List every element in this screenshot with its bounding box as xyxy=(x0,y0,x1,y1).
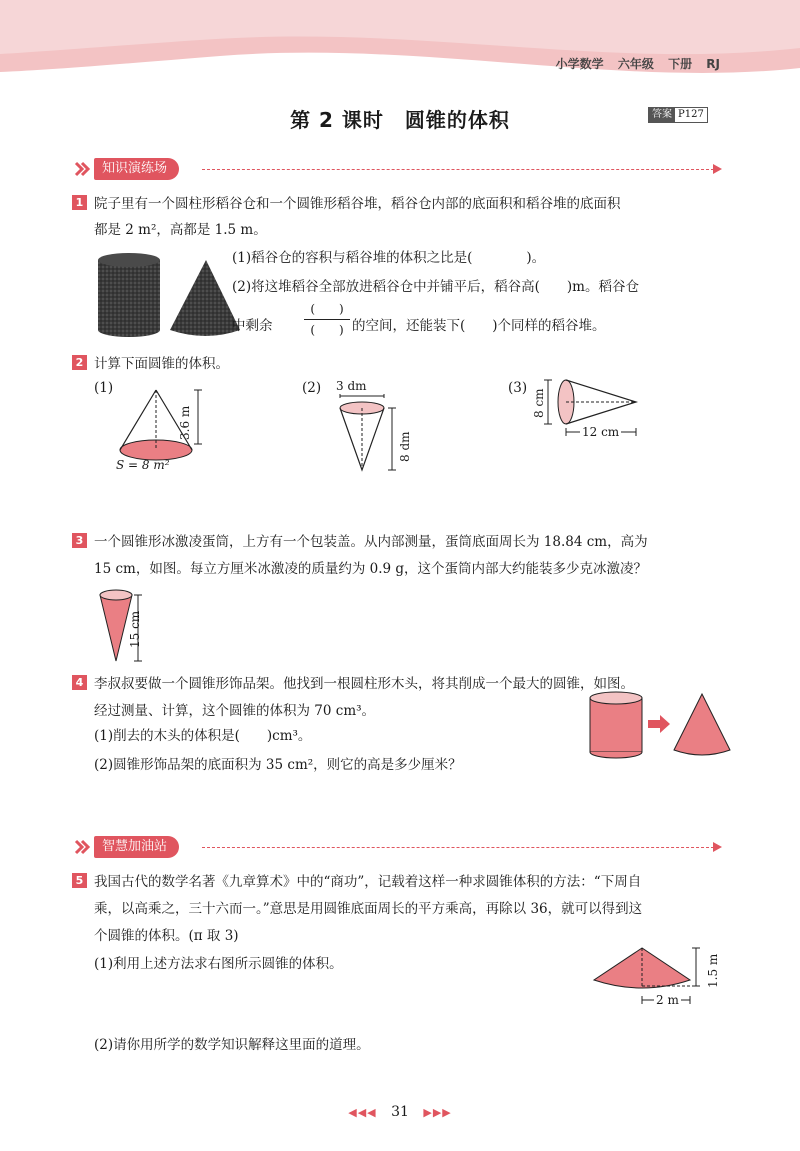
q2-fig3-label: (3) xyxy=(508,380,528,396)
q5-text-line2: 乘，以高乘之，三十六而一。”意思是用圆锥底面周长的平方乘高，再除以 36，就可以得到这 xyxy=(94,901,643,917)
section-star-icon xyxy=(72,837,94,857)
prev-marks-icon: ◀◀◀ xyxy=(348,1106,377,1119)
header-grade: 六年级 xyxy=(617,57,654,71)
q3-fig-height: 15 cm xyxy=(128,610,142,648)
carved-cone-icon xyxy=(674,694,730,755)
question-number-1: 1 xyxy=(72,195,87,210)
question-number-5: 5 xyxy=(72,873,87,888)
q2-fig3-length: 12 cm xyxy=(582,425,620,439)
q4-text-line1: 李叔叔要做一个圆锥形饰品架。他找到一根圆柱形木头，将其削成一个最大的圆锥，如图。 xyxy=(94,676,634,692)
section-title: 知识演练场 xyxy=(94,158,179,180)
header-edition: RJ xyxy=(706,57,720,71)
transform-arrow-icon xyxy=(648,715,670,733)
q1-sub2: (2)将这堆稻谷全部放进稻谷仓中并铺平后，稻谷高( )m。稻谷仓 xyxy=(232,279,639,295)
section-header-practice xyxy=(72,158,722,182)
q2-fig3-diameter: 8 cm xyxy=(532,388,546,418)
cylinder-to-cone-figure xyxy=(588,690,738,760)
q5-fig-height: 1.5 m xyxy=(706,953,720,988)
q2-fig2-label: (2) xyxy=(302,380,322,396)
section-title: 智慧加油站 xyxy=(94,836,179,858)
section-header-challenge xyxy=(72,836,722,860)
q1-fraction-numerator: ( ) xyxy=(310,302,344,316)
ice-cream-cone-figure xyxy=(94,585,154,665)
q4-sub1: (1)削去的木头的体积是( )cm³。 xyxy=(94,728,312,744)
section-divider xyxy=(202,847,714,848)
q5-sub2: (2)请你用所学的数学知识解释这里面的道理。 xyxy=(94,1037,370,1053)
answer-page: P127 xyxy=(678,109,704,120)
section-star-icon xyxy=(72,159,94,179)
answer-reference[interactable] xyxy=(648,107,708,123)
q4-sub2: (2)圆锥形饰品架的底面积为 35 cm²，则它的高是多少厘米？ xyxy=(94,757,462,773)
q2-fig2-diameter: 3 dm xyxy=(336,379,367,393)
q1-sub3-before: 中剩余 xyxy=(232,318,273,334)
lesson-title: 第 2 课时 圆锥的体积 xyxy=(290,108,510,132)
q2-fig2-height: 8 dm xyxy=(398,431,412,462)
next-marks-icon: ▶▶▶ xyxy=(423,1106,452,1119)
q1-fraction-bar xyxy=(304,319,350,320)
page-number: 31 xyxy=(391,1104,409,1120)
q5-sub1: (1)利用上述方法求右图所示圆锥的体积。 xyxy=(94,956,343,972)
q1-text-line2: 都是 2 m²，高都是 1.5 m。 xyxy=(94,222,267,238)
q2-text: 计算下面圆锥的体积。 xyxy=(94,356,229,372)
page-footer xyxy=(0,1104,800,1120)
header-volume: 下册 xyxy=(668,57,693,71)
q3-text-line1: 一个圆锥形冰激凌蛋筒，上方有一个包装盖。从内部测量，蛋筒底面周长为 18.84 cm，高为 xyxy=(94,534,648,550)
q1-sub1: (1)稻谷仓的容积与稻谷堆的体积之比是( )。 xyxy=(232,250,546,266)
section-arrow-icon xyxy=(713,164,722,174)
q1-sub3-after: 的空间，还能装下( )个同样的稻谷堆。 xyxy=(352,318,606,334)
section-divider xyxy=(202,169,714,170)
question-number-3: 3 xyxy=(72,533,87,548)
header-meta xyxy=(556,55,720,72)
question-number-4: 4 xyxy=(72,675,87,690)
section-arrow-icon xyxy=(713,842,722,852)
granary-and-grain-pile-figure xyxy=(94,250,242,340)
q3-text-line2: 15 cm，如图。每立方厘米冰激凌的质量约为 0.9 g，这个蛋筒内部大约能装多少克冰激凌？ xyxy=(94,561,648,577)
cylinder-granary-icon xyxy=(98,253,160,337)
header-series: 小学数学 xyxy=(555,57,604,71)
q2-fig1-base: S = 8 m² xyxy=(116,458,170,472)
q2-fig1-label: (1) xyxy=(94,380,114,396)
q1-text-line1: 院子里有一个圆柱形稻谷仓和一个圆锥形稻谷堆，稻谷仓内部的底面积和稻谷堆的底面积 xyxy=(94,196,621,212)
wood-cylinder-icon xyxy=(590,692,642,758)
answer-tag: 答案 xyxy=(649,108,675,122)
q1-fraction-denominator: ( ) xyxy=(310,323,344,337)
q2-fig1-height: 3.6 m xyxy=(178,405,192,440)
q4-text-line2: 经过测量、计算，这个圆锥的体积为 70 cm³。 xyxy=(94,703,376,719)
cone-grain-pile-icon xyxy=(170,260,240,336)
q5-fig-radius: 2 m xyxy=(656,993,679,1007)
q5-text-line1: 我国古代的数学名著《九章算术》中的“商功”，记载着这样一种求圆锥体积的方法：“下周自 xyxy=(94,874,642,890)
question-number-2: 2 xyxy=(72,355,87,370)
q5-text-line3: 个圆锥的体积。(π 取 3) xyxy=(94,928,239,944)
